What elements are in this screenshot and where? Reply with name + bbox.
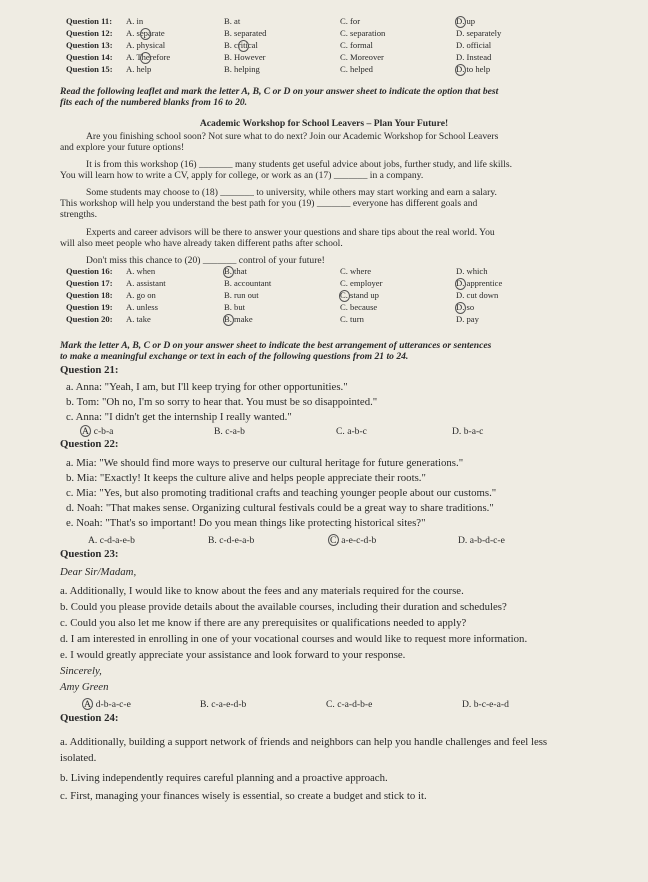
answer-circle-mark — [80, 425, 91, 437]
q22-utterance-b: b. Mia: "Exactly! It keeps the culture alive and helps people appreciate their roots." — [66, 472, 426, 484]
q23-option-d[interactable]: D. b-c-e-a-d — [462, 699, 509, 710]
q21-option-b[interactable]: B. c-a-b — [214, 426, 245, 437]
q11-option-d[interactable]: D. up — [456, 16, 476, 26]
leaflet-paragraph: will also meet people who have already taken different paths after school. — [60, 238, 343, 249]
q23-closing: Sincerely, — [60, 665, 102, 677]
instruction-21-24-line1: Mark the letter A, B, C or D on your answer sheet to indicate the best arrangement of utterances or sentences — [60, 340, 492, 351]
q18-option-d[interactable]: D. cut down — [456, 290, 499, 300]
q18-option-a[interactable]: A. go on — [126, 290, 156, 300]
q14-option-c[interactable]: C. Moreover — [340, 52, 384, 62]
q19-option-b[interactable]: B. but — [224, 302, 246, 312]
q21-utterance-b: b. Tom: "Oh no, I'm so sorry to hear that. You must be so disappointed." — [66, 396, 378, 408]
answer-circle-mark — [328, 534, 339, 546]
q18-option-b[interactable]: B. run out — [224, 290, 259, 300]
q11-option-b[interactable]: B. at — [224, 16, 241, 26]
q18-option-c[interactable]: C. stand up — [340, 290, 379, 300]
instruction-16-20-line1: Read the following leaflet and mark the letter A, B, C or D on your answer sheet to indicate the option that best — [60, 86, 499, 97]
q12-option-c[interactable]: C. separation — [340, 28, 386, 38]
q19-label: Question 19: — [66, 302, 113, 312]
q21-option-c[interactable]: C. a-b-c — [336, 426, 367, 437]
q23-sentence-e: e. I would greatly appreciate your assistance and look forward to your response. — [60, 649, 406, 661]
q17-option-b[interactable]: B. accountant — [224, 278, 272, 288]
q22-utterance-d: d. Noah: "That makes sense. Organizing cultural festivals could be a great way to share traditions." — [66, 502, 494, 514]
q20-label: Question 20: — [66, 314, 113, 324]
leaflet-paragraph: It is from this workshop (16) _______ many students get useful advice about jobs, further study, and life skills. — [86, 159, 512, 170]
q16-option-d[interactable]: D. which — [456, 266, 488, 276]
q23-sentence-c: c. Could you also let me know if there are any prerequisites or qualifications needed to apply? — [60, 617, 467, 629]
q24-sentence-a: a. Additionally, building a support network of friends and neighbors can help you handle challenges and feel less — [60, 736, 548, 748]
q14-option-d[interactable]: D. Instead — [456, 52, 492, 62]
q22-utterance-e: e. Noah: "That's so important! Do you mean things like protecting historical sites?" — [66, 517, 426, 529]
q11-option-c[interactable]: C. for — [340, 16, 361, 26]
q22-option-d[interactable]: D. a-b-d-c-e — [458, 535, 505, 546]
q15-option-a[interactable]: A. help — [126, 64, 152, 74]
q15-option-b[interactable]: B. helping — [224, 64, 260, 74]
q19-option-d[interactable]: D. so — [456, 302, 475, 312]
q13-option-c[interactable]: C. formal — [340, 40, 373, 50]
leaflet-paragraph: You will learn how to write a CV, apply for college, or work as an (17) _______ in a company. — [60, 170, 424, 181]
leaflet-paragraph: and explore your future options! — [60, 142, 185, 153]
q11-label: Question 11: — [66, 16, 113, 26]
q17-option-a[interactable]: A. assistant — [126, 278, 166, 288]
q23-option-c[interactable]: C. c-a-d-b-e — [326, 699, 373, 710]
q11-option-a[interactable]: A. in — [126, 16, 144, 26]
q20-option-c[interactable]: C. turn — [340, 314, 364, 324]
q13-label: Question 13: — [66, 40, 113, 50]
q12-label: Question 12: — [66, 28, 113, 38]
q21-utterance-c: c. Anna: "I didn't get the internship I really wanted." — [66, 411, 292, 423]
q20-option-b[interactable]: B. make — [224, 314, 253, 324]
q21-option-a[interactable]: A. c-b-a — [82, 426, 114, 437]
q21-utterance-a: a. Anna: "Yeah, I am, but I'll keep trying for other opportunities." — [66, 381, 348, 393]
q24-sentence-a-cont: isolated. — [60, 752, 97, 764]
answer-circle-mark — [339, 290, 350, 302]
q17-option-c[interactable]: C. employer — [340, 278, 383, 288]
leaflet-paragraph: Don't miss this chance to (20) _______ control of your future! — [86, 255, 325, 266]
answer-circle-mark — [238, 40, 249, 52]
q23-option-b[interactable]: B. c-a-e-d-b — [200, 699, 247, 710]
q13-option-b[interactable]: B. critical — [224, 40, 258, 50]
q24-label: Question 24: — [60, 712, 119, 724]
instruction-21-24-line2: to make a meaningful exchange or text in each of the following questions from 21 to 24. — [60, 351, 409, 362]
leaflet-paragraph: Some students may choose to (18) _______ to university, while others may start working and earn a salary. — [86, 187, 497, 198]
q24-sentence-b: b. Living independently requires careful planning and a proactive approach. — [60, 772, 388, 784]
leaflet-paragraph: Experts and career advisors will be there to answer your questions and share tips about the real world. You — [86, 227, 495, 238]
q23-sentence-b: b. Could you please provide details about the available courses, including their duration and schedules? — [60, 601, 507, 613]
q22-option-a[interactable]: A. c-d-a-e-b — [88, 535, 135, 546]
q17-option-d[interactable]: D. apprentice — [456, 278, 503, 288]
q21-option-d[interactable]: D. b-a-c — [452, 426, 484, 437]
answer-circle-mark — [455, 16, 466, 28]
q20-option-a[interactable]: A. take — [126, 314, 151, 324]
answer-circle-mark — [455, 302, 466, 314]
q19-option-a[interactable]: A. unless — [126, 302, 158, 312]
q23-label: Question 23: — [60, 548, 119, 560]
leaflet-paragraph: Are you finishing school soon? Not sure what to do next? Join our Academic Workshop for School Leavers — [86, 131, 499, 142]
answer-circle-mark — [455, 278, 466, 290]
q21-label: Question 21: — [60, 364, 119, 376]
q20-option-d[interactable]: D. pay — [456, 314, 479, 324]
answer-circle-mark — [223, 266, 234, 278]
q16-label: Question 16: — [66, 266, 113, 276]
q13-option-a[interactable]: A. physical — [126, 40, 166, 50]
q14-option-a[interactable]: A. Therefore — [126, 52, 171, 62]
q15-label: Question 15: — [66, 64, 113, 74]
answer-circle-mark — [455, 64, 466, 76]
q15-option-c[interactable]: C. helped — [340, 64, 373, 74]
q14-label: Question 14: — [66, 52, 113, 62]
q23-signature-name: Amy Green — [60, 681, 109, 693]
answer-circle-mark — [223, 314, 234, 326]
instruction-16-20-line2: fits each of the numbered blanks from 16 to 20. — [60, 97, 248, 108]
q12-option-d[interactable]: D. separately — [456, 28, 502, 38]
q18-label: Question 18: — [66, 290, 113, 300]
q12-option-b[interactable]: B. separated — [224, 28, 267, 38]
q23-option-a[interactable]: A. d-b-a-c-e — [84, 699, 131, 710]
q19-option-c[interactable]: C. because — [340, 302, 378, 312]
q23-sentence-a: a. Additionally, I would like to know about the fees and any materials required for the course. — [60, 585, 464, 597]
leaflet-title: Academic Workshop for School Leavers – Plan Your Future! — [199, 118, 449, 129]
q22-utterance-a: a. Mia: "We should find more ways to preserve our cultural heritage for future generations." — [66, 457, 464, 469]
answer-circle-mark — [82, 698, 93, 710]
q22-option-c[interactable]: C. a-e-c-d-b — [330, 535, 377, 546]
answer-circle-mark — [140, 52, 151, 64]
q13-option-d[interactable]: D. official — [456, 40, 492, 50]
q15-option-d[interactable]: D. to help — [456, 64, 491, 74]
leaflet-paragraph: strengths. — [60, 209, 98, 220]
q22-option-b[interactable]: B. c-d-e-a-b — [208, 535, 255, 546]
q14-option-b[interactable]: B. However — [224, 52, 266, 62]
q22-label: Question 22: — [60, 438, 119, 450]
q12-option-a[interactable]: A. separate — [126, 28, 165, 38]
q16-option-c[interactable]: C. where — [340, 266, 372, 276]
q23-salutation: Dear Sir/Madam, — [60, 566, 137, 578]
answer-circle-mark — [140, 28, 151, 40]
q23-sentence-d: d. I am interested in enrolling in one of your vocational courses and would like to request more information. — [60, 633, 528, 645]
q22-utterance-c: c. Mia: "Yes, but also promoting traditional crafts and teaching younger people about our customs." — [66, 487, 497, 499]
q16-option-b[interactable]: B. that — [224, 266, 247, 276]
q24-sentence-c: c. First, managing your finances wisely is essential, so create a budget and stick to it. — [60, 790, 427, 802]
q16-option-a[interactable]: A. when — [126, 266, 156, 276]
q17-label: Question 17: — [66, 278, 113, 288]
leaflet-paragraph: This workshop will help you understand the best path for you (19) _______ everyone has different goals and — [60, 198, 478, 209]
